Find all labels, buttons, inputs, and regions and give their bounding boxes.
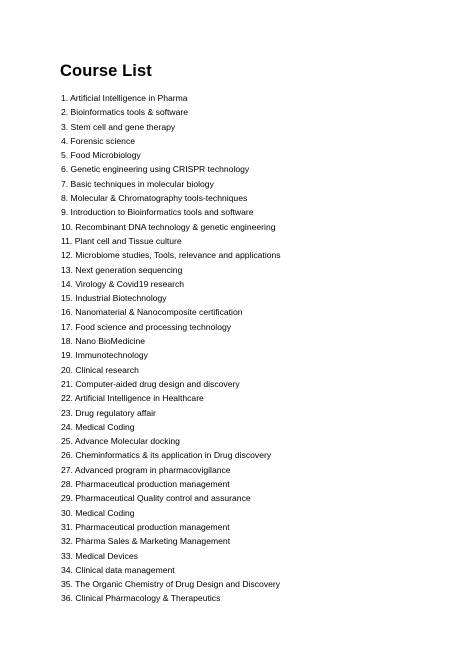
course-item: 2. Bioinformatics tools & software (61, 107, 189, 118)
course-item: 14. Virology & Covid19 research (61, 278, 185, 289)
course-item: 27. Advanced program in pharmacovigilance (61, 464, 231, 475)
course-item: 15. Industrial Biotechnology (61, 293, 167, 304)
course-item: 32. Pharma Sales & Marketing Management (61, 536, 231, 547)
course-item: 30. Medical Coding (61, 507, 135, 518)
course-item: 19. Immunotechnology (61, 350, 148, 361)
course-item: 17. Food science and processing technology (61, 321, 232, 332)
course-list (61, 91, 281, 606)
course-item: 33. Medical Devices (61, 550, 138, 561)
course-item: 29. Pharmaceutical Quality control and assurance (61, 493, 251, 504)
course-item: 34. Clinical data management (61, 564, 175, 575)
course-item: 26. Cheminformatics & its application in Drug discovery (61, 450, 272, 461)
course-item: 8. Molecular & Chromatography tools-techniques (61, 193, 248, 204)
course-item: 28. Pharmaceutical production management (61, 479, 230, 490)
course-item: 11. Plant cell and Tissue culture (61, 235, 182, 246)
course-item: 18. Nano BioMedicine (61, 336, 146, 347)
course-item: 12. Microbiome studies, Tools, relevance and applications (61, 250, 281, 261)
course-item: 5. Food Microbiology (61, 150, 141, 161)
course-item: 21. Computer-aided drug design and discovery (61, 378, 240, 389)
course-item: 24. Medical Coding (61, 421, 135, 432)
course-item: 3. Stem cell and gene therapy (61, 121, 176, 132)
course-item: 23. Drug regulatory affair (61, 407, 156, 418)
course-item: 6. Genetic engineering using CRISPR technology (61, 164, 250, 175)
course-item: 7. Basic techniques in molecular biology (61, 178, 214, 189)
course-item: 4. Forensic science (61, 135, 136, 146)
course-item: 20. Clinical research (61, 364, 139, 375)
course-item: 36. Clinical Pharmacology & Therapeutics (61, 593, 221, 604)
course-item: 16. Nanomaterial & Nanocomposite certification (61, 307, 243, 318)
course-item: 35. The Organic Chemistry of Drug Design and Discovery (61, 579, 281, 590)
course-item: 22. Artificial Intelligence in Healthcare (61, 393, 204, 404)
course-item: 10. Recombinant DNA technology & genetic engineering (61, 221, 276, 232)
course-item: 9. Introduction to Bioinformatics tools and software (61, 207, 254, 218)
course-item: 1. Artificial Intelligence in Pharma (61, 93, 188, 103)
course-item: 31. Pharmaceutical production management (61, 521, 230, 532)
course-item: 25. Advance Molecular docking (61, 436, 180, 447)
page-title: Course List (60, 62, 152, 80)
course-item: 13. Next generation sequencing (61, 264, 183, 275)
